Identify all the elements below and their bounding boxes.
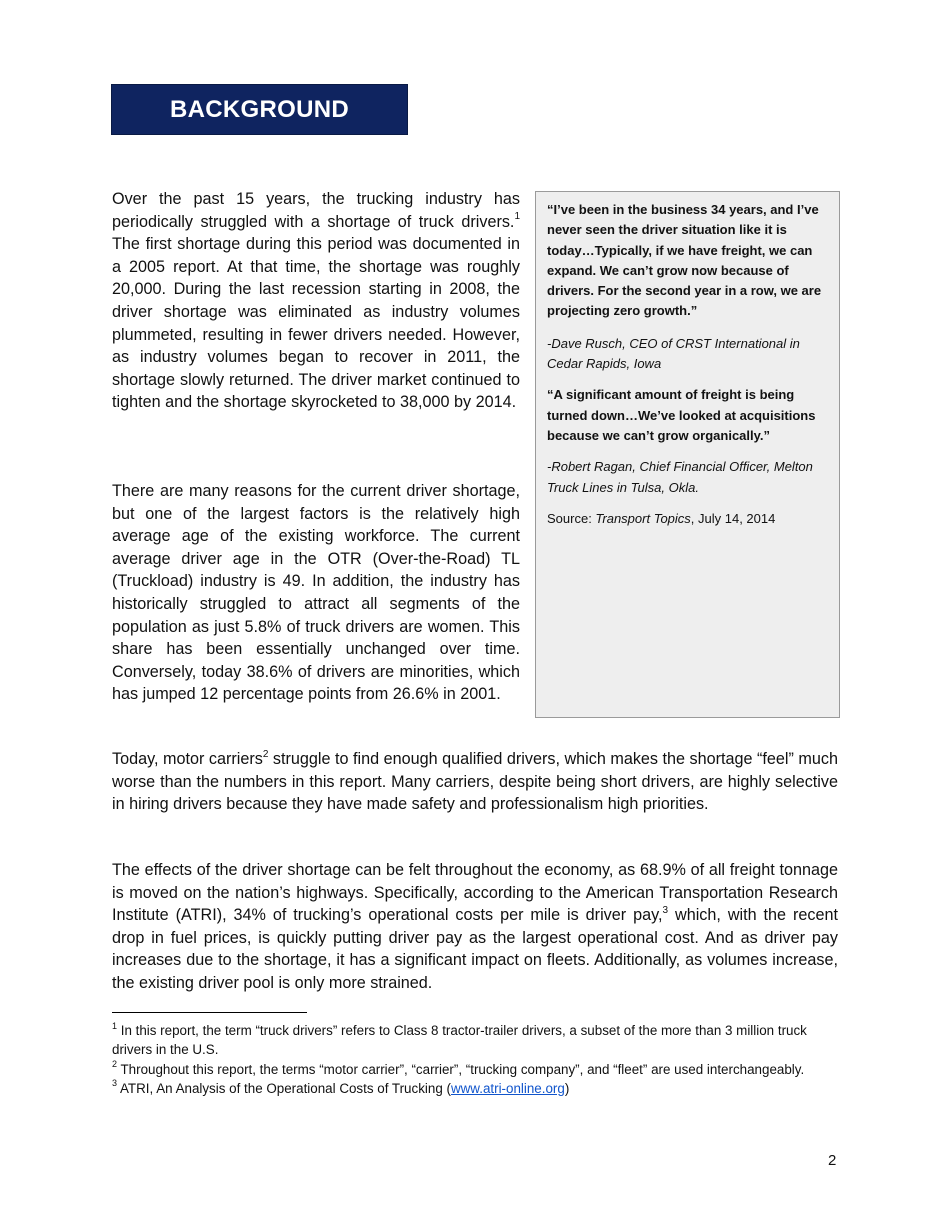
footnote-3 — [112, 1079, 838, 1098]
paragraph-text: which, with the recent drop in fuel prices, is quickly putting driver pay as the largest operational cost. And as driver pay increases due to the shortage, it has a significant impact on fleets. Additionally, as volumes increase, the existing driver pool is only more strained. — [112, 906, 838, 992]
atri-website-link[interactable]: www.atri-online.org — [450, 1080, 565, 1096]
paragraph-text: struggle to find enough qualified drivers, which makes the shortage “feel” much worse than the numbers in this report. Many carriers, despite being short drivers, are highly selective in hiring drivers because they have made safety and professionalism high priorities. — [112, 750, 838, 814]
footnote-ref-1[interactable]: 1 — [514, 211, 520, 223]
footnote-number: 1 — [112, 1020, 118, 1031]
quote-sidebar — [535, 191, 840, 718]
paragraph-text: The first shortage during this period was documented in a 2005 report. At that time, the shortage was roughly 20,000. During the last recession starting in 2008, the driver shortage was eliminated as industry volumes plummeted, resulting in fewer drivers needed. However, as industry volumes began to recover in 2011, the shortage slowly returned. The driver market continued to tighten and the shortage skyrocketed to 38,000 by 2014. — [112, 235, 520, 412]
footnote-number: 2 — [112, 1059, 118, 1070]
page-number: 2 — [828, 1152, 837, 1169]
footnotes — [112, 1021, 838, 1098]
footnote-text: In this report, the term “truck drivers” refers to Class 8 tractor-trailer drivers, a subset of the more than 3 million truck drivers in the U.S. — [112, 1023, 807, 1058]
footnote-ref-3[interactable]: 3 — [662, 904, 669, 916]
footnote-text: ) — [564, 1080, 570, 1096]
source-label: Source: — [547, 510, 596, 526]
footnote-text: Throughout this report, the terms “motor carrier”, “carrier”, “trucking company”, and “fleet” are used interchangeably. — [117, 1061, 805, 1077]
sidebar-attribution-2: -Robert Ragan, Chief Financial Officer, Melton Truck Lines in Tulsa, Okla. — [547, 459, 813, 495]
paragraph-text: Today, motor carriers — [112, 750, 263, 768]
section-title: BACKGROUND — [170, 95, 349, 123]
sidebar-attribution-1: -Dave Rusch, CEO of CRST International in Cedar Rapids, Iowa — [547, 335, 800, 372]
sidebar-quote-2: “A significant amount of freight is being turned down…We’ve looked at acquisitions because we can’t grow organically.” — [547, 387, 816, 443]
paragraph-text: Over the past 15 years, the trucking industry has periodically struggled with a shortage of truck drivers. — [112, 190, 520, 231]
body-paragraph-1 — [112, 188, 520, 414]
sidebar-source — [547, 509, 829, 529]
body-paragraph-3 — [112, 748, 838, 816]
source-publication: Transport Topics — [595, 510, 691, 526]
footnote-ref-2[interactable]: 2 — [262, 748, 269, 760]
footnote-1 — [112, 1021, 838, 1060]
source-date: , July 14, 2014 — [690, 510, 776, 526]
body-paragraph-2: There are many reasons for the current driver shortage, but one of the largest factors is the relatively high average age of the existing workforce. The current average driver age in the OTR (Over-the-Road) TL (Truckload) industry is 49. In addition, the industry has historically struggled to attract all segments of the population as just 5.8% of truck drivers are women. This share has been essentially unchanged over time. Conversely, today 38.6% of drivers are minorities, which has jumped 12 percentage points from 26.6% in 2001. — [112, 482, 520, 704]
footnote-divider — [112, 1012, 307, 1013]
paragraph-text: The effects of the driver shortage can be felt throughout the economy, as 68.9% of all freight tonnage is moved on the nation’s highways. Specifically, according to the American Transportation Research Institute (ATRI), 34% of trucking’s operational costs per mile is driver pay, — [112, 861, 838, 925]
sidebar-quote-1: “I’ve been in the business 34 years, and I’ve never seen the driver situation like it is today…Typically, if we have freight, we can expand. We can’t grow now because of drivers. For the second year in a row, we are projecting zero growth.” — [547, 202, 822, 319]
body-paragraph-4 — [112, 859, 838, 995]
section-title-banner — [111, 84, 408, 135]
footnote-2 — [112, 1060, 838, 1079]
footnote-text: ATRI, An Analysis of the Operational Costs of Trucking ( — [117, 1080, 451, 1096]
footnote-number: 3 — [112, 1078, 118, 1089]
